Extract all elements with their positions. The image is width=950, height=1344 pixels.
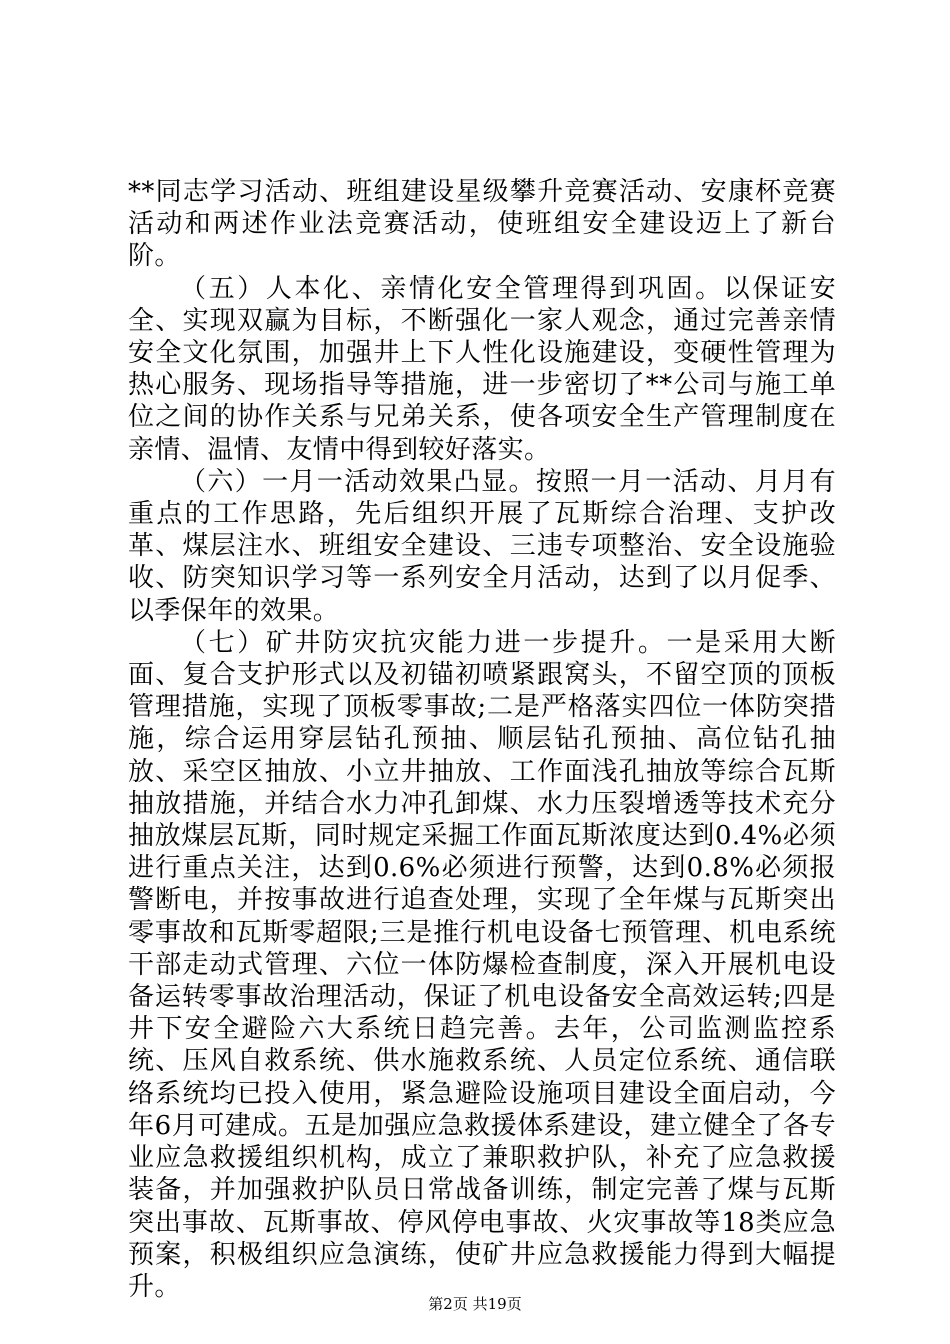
paragraph-section-6: （六）一月一活动效果凸显。按照一月一活动、月月有重点的工作思路，先后组织开展了瓦斯综合治理、支护改革、煤层注水、班组安全建设、三违专项整治、安全设施验收、防突知识学习等一系列安全月活动，达到了以月促季、以季保年的效果。 (128, 466, 836, 626)
paragraph-section-5: （五）人本化、亲情化安全管理得到巩固。以保证安全、实现双赢为目标，不断强化一家人观念，通过完善亲情安全文化氛围，加强井上下人性化设施建设，变硬性管理为热心服务、现场指导等措施，进一步密切了**公司与施工单位之间的协作关系与兄弟关系，使各项安全生产管理制度在亲情、温情、友情中得到较好落实。 (128, 273, 836, 465)
document-body (128, 176, 836, 1303)
page-number: 第2页 共19页 (428, 1295, 522, 1313)
paragraph-section-7: （七）矿井防灾抗灾能力进一步提升。一是采用大断面、复合支护形式以及初锚初喷紧跟窝头，不留空顶的顶板管理措施，实现了顶板零事故;二是严格落实四位一体防突措施，综合运用穿层钻孔预抽、顺层钻孔预抽、高位钻孔抽放、采空区抽放、小立井抽放、工作面浅孔抽放等综合瓦斯抽放措施，并结合水力冲孔卸煤、水力压裂增透等技术充分抽放煤层瓦斯，同时规定采掘工作面瓦斯浓度达到0.4%必须进行重点关注，达到0.6%必须进行预警，达到0.8%必须报警断电，并按事故进行追查处理，实现了全年煤与瓦斯突出零事故和瓦斯零超限;三是推行机电设备七预管理、机电系统干部走动式管理、六位一体防爆检查制度，深入开展机电设备运转零事故治理活动，保证了机电设备安全高效运转;四是井下安全避险六大系统日趋完善。去年，公司监测监控系统、压风自救系统、供水施救系统、人员定位系统、通信联络系统均已投入使用，紧急避险设施项目建设全面启动，今年6月可建成。五是加强应急救援体系建设，建立健全了各专业应急救援组织机构，成立了兼职救护队，补充了应急救援装备，并加强救护队员日常战备训练，制定完善了煤与瓦斯突出事故、瓦斯事故、停风停电事故、火灾事故等18类应急预案，积极组织应急演练，使矿井应急救援能力得到大幅提升。 (128, 627, 836, 1302)
paragraph-continuation: **同志学习活动、班组建设星级攀升竞赛活动、安康杯竞赛活动和两述作业法竞赛活动，使班组安全建设迈上了新台阶。 (128, 177, 836, 272)
